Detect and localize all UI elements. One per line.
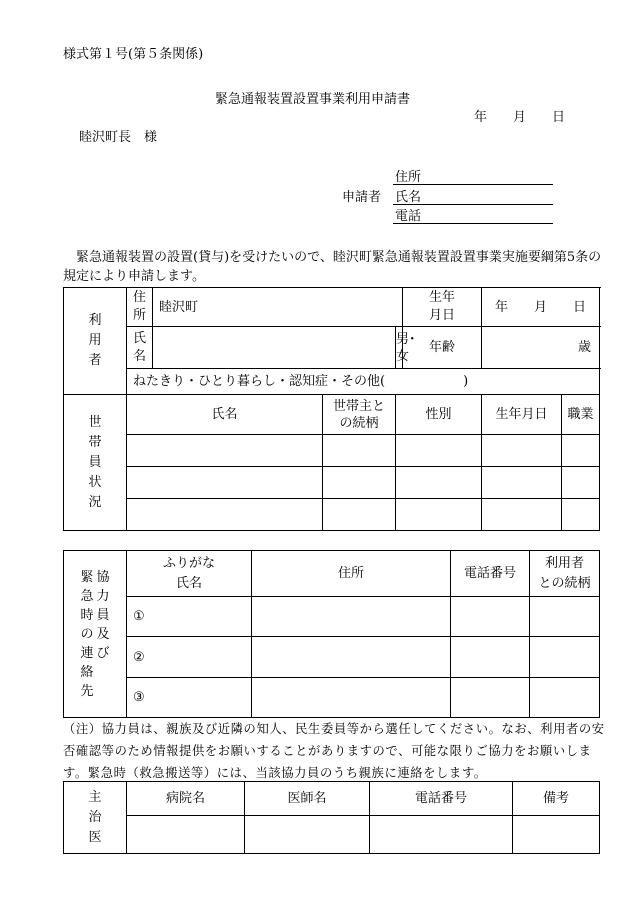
- household-col-relation: 世帯主との続柄: [323, 395, 396, 435]
- doctor-table: [63, 781, 600, 854]
- user-household-table: [63, 287, 600, 531]
- user-header: 利用者: [64, 288, 127, 395]
- table-row: [64, 467, 600, 499]
- form-number: 様式第１号(第５条関係): [63, 47, 204, 62]
- household-col-name: 氏名: [127, 395, 323, 435]
- emergency-header: 緊急時の連絡先 協力員及び: [64, 551, 127, 718]
- emergency-col-name: ふりがな 氏名: [127, 551, 252, 597]
- cooperator-note: （注）協力員は、親族及び近隣の知人、民生委員等から選任してください。なお、利用者の安否確認等のため情報提供をお願いすることがありますので、可能な限りご協力をお願いします。緊急時（救急搬送等）には、当該協力員のうち親族に連絡をします。: [63, 722, 605, 780]
- doctor-header: 主治医: [64, 782, 127, 854]
- emergency-col-relation: 利用者 との続柄: [530, 551, 600, 597]
- table-row: [64, 816, 600, 854]
- table-row: [64, 499, 600, 531]
- user-address-value: 睦沢町: [153, 288, 403, 327]
- applicant-name-line: [393, 204, 553, 205]
- table-row: [64, 597, 600, 637]
- user-age-unit: 歳: [482, 327, 600, 369]
- household-col-gender: 性別: [396, 395, 482, 435]
- contact-marker-2: ②: [127, 637, 252, 678]
- doctor-col-phone: 電話番号: [370, 782, 513, 816]
- table-row: [64, 435, 600, 467]
- doctor-col-notes: 備考: [513, 782, 600, 816]
- emergency-contacts-table: [63, 550, 600, 718]
- addressee: 睦沢町長 様: [79, 130, 158, 145]
- applicant-address-line: [393, 184, 553, 185]
- household-col-birth: 生年月日: [482, 395, 562, 435]
- contact-marker-3: ③: [127, 678, 252, 718]
- applicant-name-label: 氏名: [395, 190, 422, 205]
- form-title: 緊急通報装置設置事業利用申請書: [215, 92, 411, 107]
- doctor-col-doctor: 医師名: [245, 782, 370, 816]
- user-status-line: ねたきり・ひとり暮らし・認知症・その他( ): [127, 369, 600, 395]
- user-birth-value: 年 月 日: [482, 288, 600, 327]
- table-row: [64, 678, 600, 718]
- user-name-value: [153, 327, 396, 369]
- emergency-col-address: 住所: [252, 551, 451, 597]
- user-address-label: 住所: [127, 288, 153, 327]
- contact-marker-1: ①: [127, 597, 252, 637]
- intro-paragraph: 緊急通報装置の設置(貸与)を受けたいので、睦沢町緊急通報装置設置事業実施要綱第5条の規定により申請します。: [63, 250, 602, 284]
- user-age-label: 年齢: [403, 327, 482, 369]
- applicant-phone-label: 電話: [395, 209, 422, 224]
- household-col-occupation: 職業: [562, 395, 600, 435]
- applicant-label: 申請者: [342, 190, 382, 205]
- user-name-label: 氏名: [127, 327, 153, 369]
- doctor-col-hospital: 病院名: [127, 782, 245, 816]
- table-row: [64, 637, 600, 678]
- application-date: 年 月 日: [474, 110, 566, 125]
- emergency-col-phone: 電話番号: [451, 551, 530, 597]
- user-gender: 男･女: [396, 327, 403, 369]
- applicant-address-label: 住所: [395, 170, 422, 185]
- household-header: 世帯員状況: [64, 395, 127, 531]
- applicant-phone-line: [393, 223, 553, 224]
- user-birth-label: 生年月日: [403, 288, 482, 327]
